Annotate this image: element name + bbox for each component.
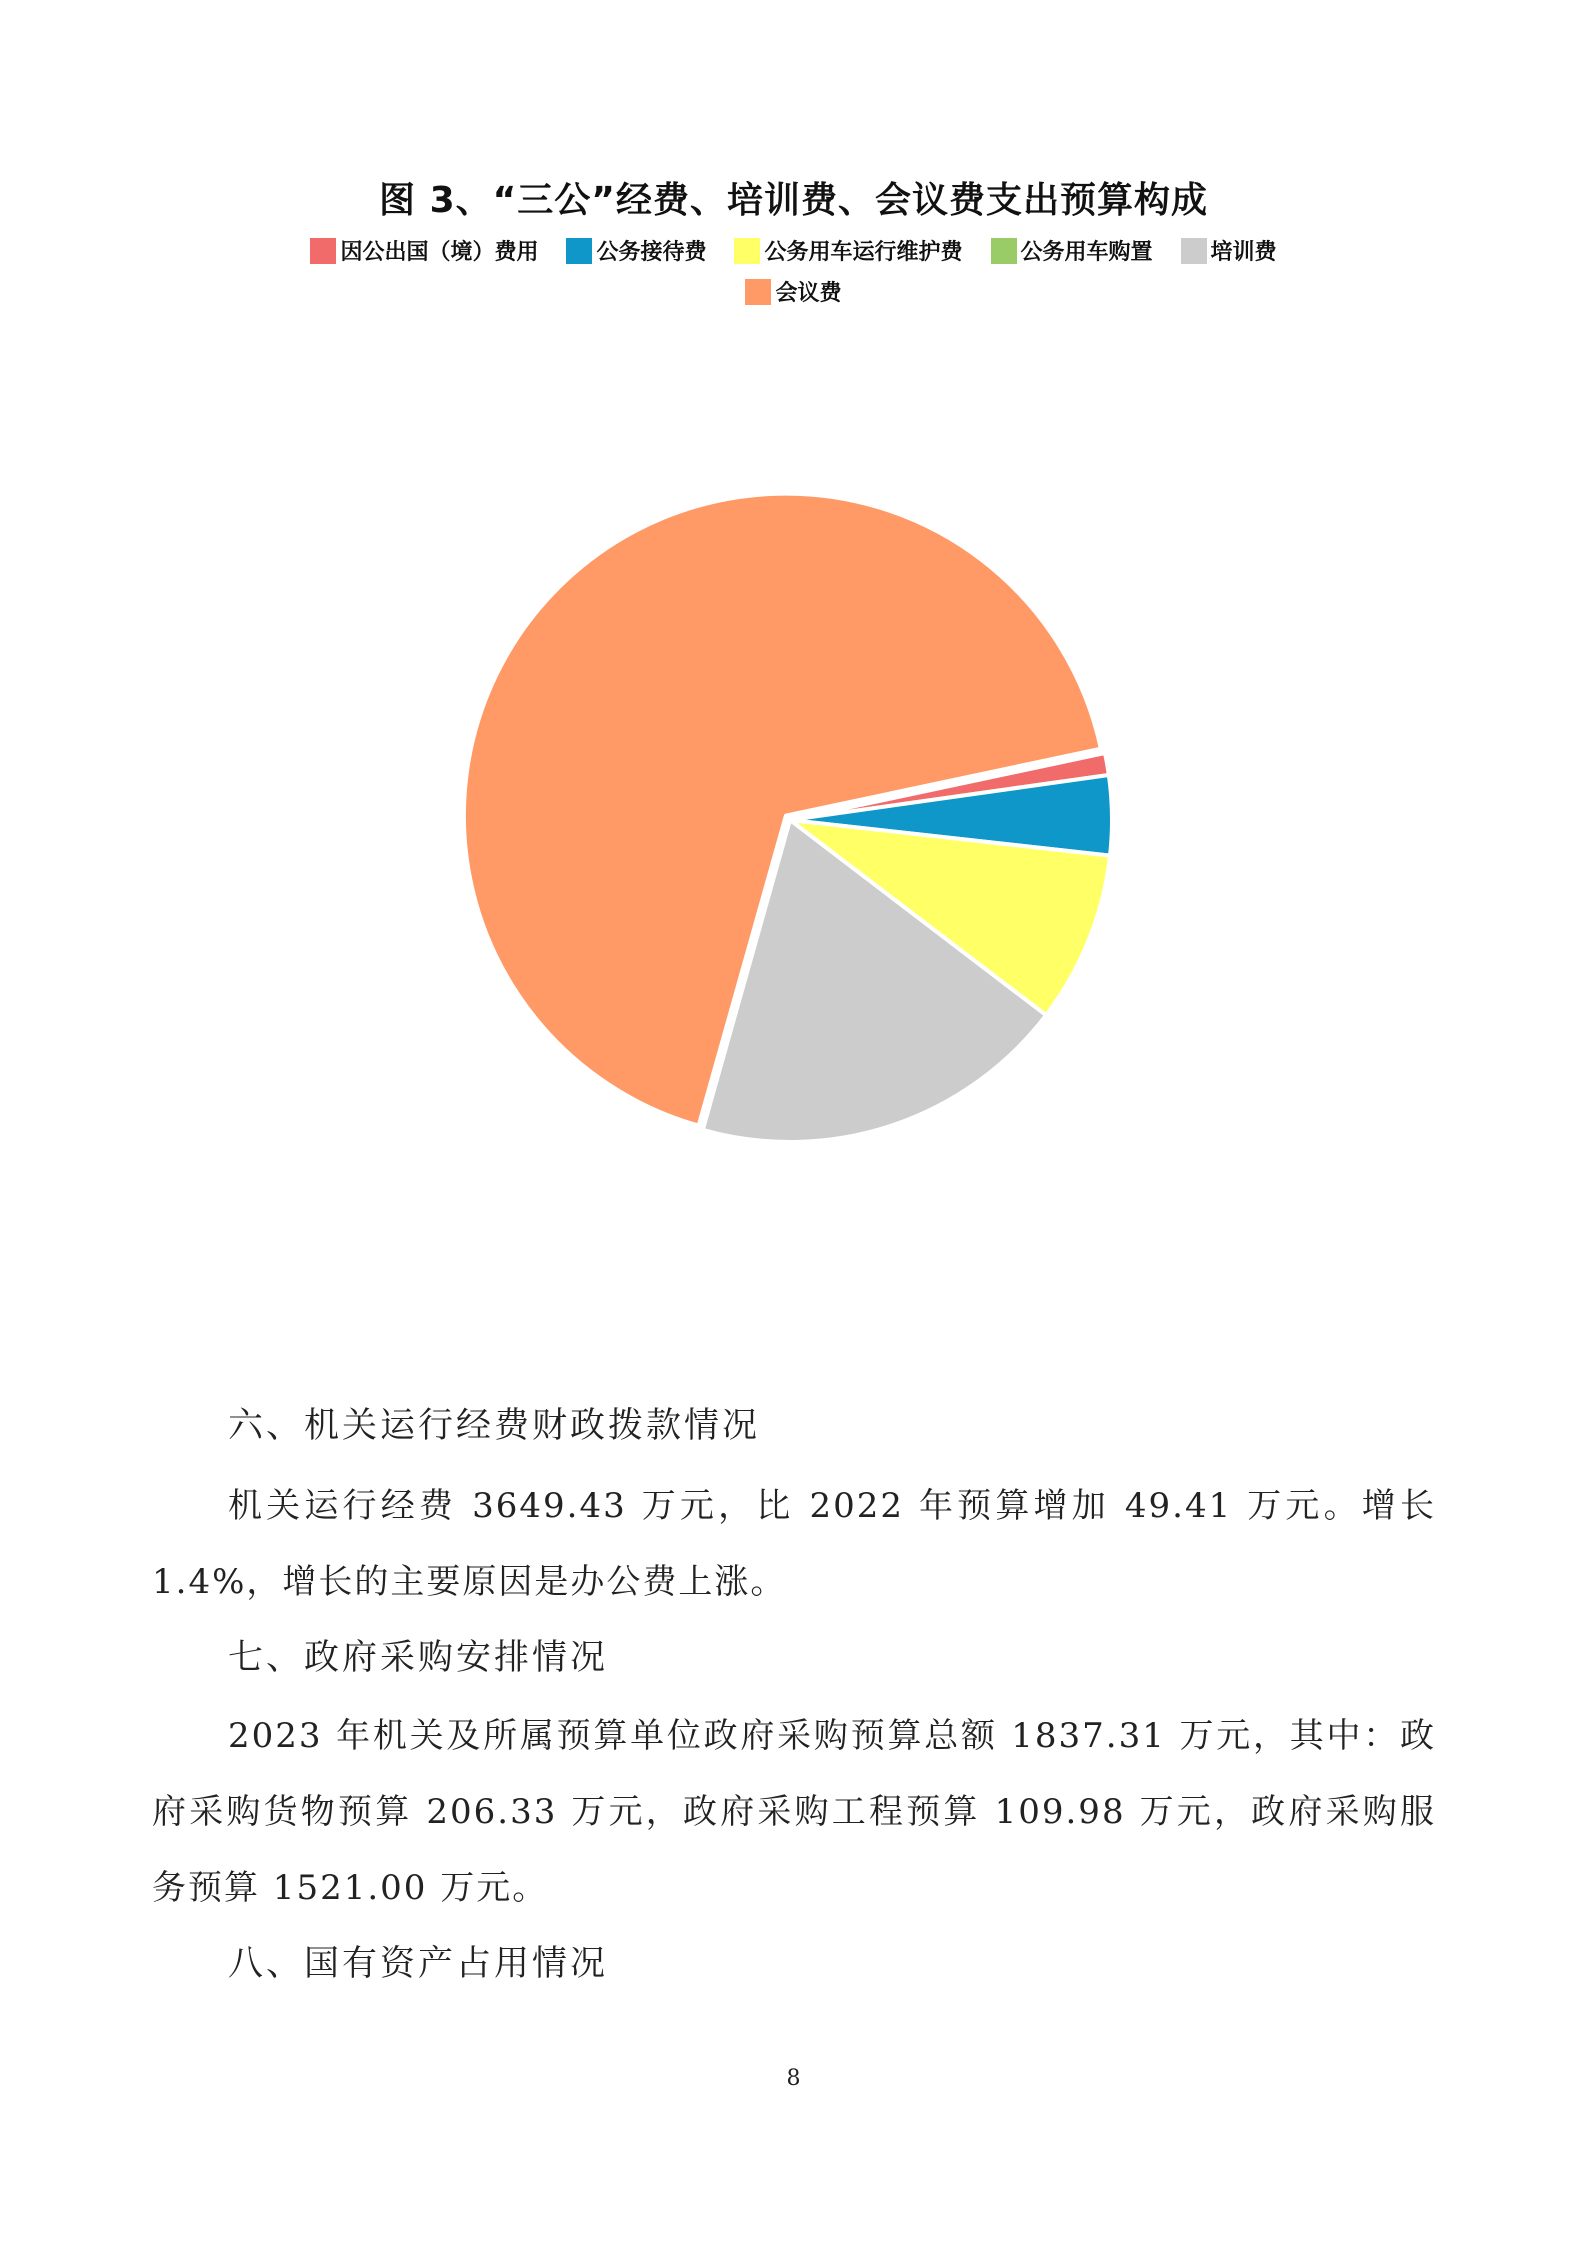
page-number: 8 bbox=[786, 2066, 801, 2091]
legend-label: 因公出国（境）费用 bbox=[340, 240, 539, 265]
section-7-heading: 七、政府采购安排情况 bbox=[228, 1638, 609, 1678]
legend-label: 会议费 bbox=[775, 281, 842, 306]
legend-label: 公务接待费 bbox=[596, 240, 707, 265]
section-6-body: 机关运行经费 3649.43 万元，比 2022 年预算增加 49.41 万元。增长 1.4%，增长的主要原因是办公费上涨。 bbox=[152, 1486, 1436, 1602]
legend-label: 公务用车运行维护费 bbox=[764, 240, 963, 265]
legend-label: 培训费 bbox=[1210, 240, 1277, 265]
section-8-heading: 八、国有资产占用情况 bbox=[228, 1944, 609, 1984]
chart-title: 图 3、“三公”经费、培训费、会议费支出预算构成 bbox=[379, 180, 1208, 221]
section-6-heading: 六、机关运行经费财政拨款情况 bbox=[228, 1406, 761, 1446]
section-7-body: 2023 年机关及所属预算单位政府采购预算总额 1837.31 万元，其中：政府采购货物预算 206.33 万元，政府采购工程预算 109.98 万元，政府采购服务预算 1521.00 万元。 bbox=[152, 1716, 1436, 1908]
legend-label: 公务用车购置 bbox=[1020, 240, 1153, 265]
